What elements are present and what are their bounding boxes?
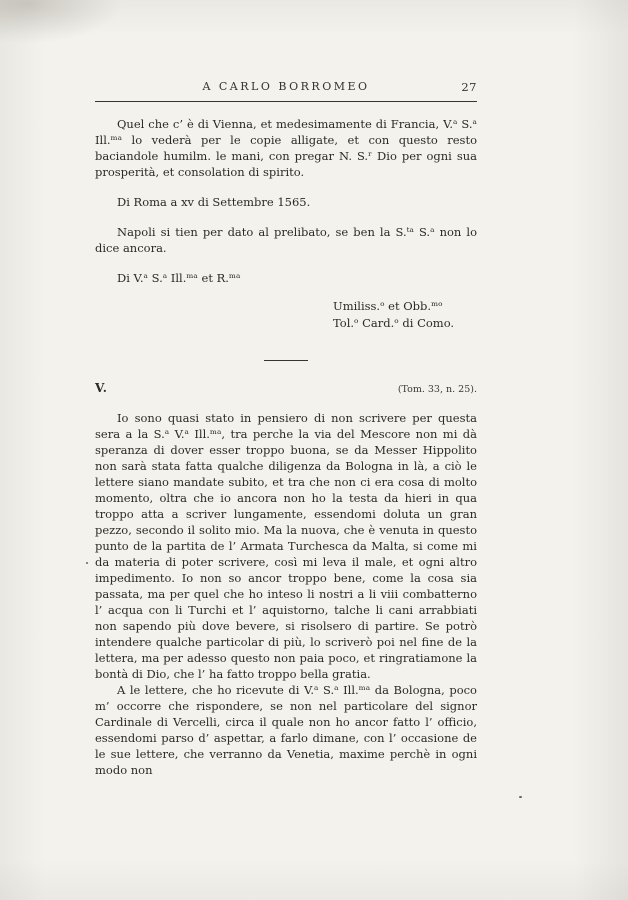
closing-line: Di V.ᵃ S.ᵃ Ill.ᵐᵃ et R.ᵐᵃ: [117, 271, 241, 285]
header-rule: [95, 101, 477, 102]
scan-speck: [519, 796, 522, 798]
signature-block: [333, 298, 465, 332]
section-heading: [95, 381, 477, 395]
scan-speck: [86, 562, 88, 564]
previous-letter-closing: [95, 116, 477, 332]
page-header: [95, 80, 477, 94]
paragraph: Napoli si tien per dato al prelibato, se ben la S.ᵗᵃ S.ᵃ non lo dice ancora.: [95, 225, 477, 255]
section-number: V.: [95, 381, 108, 395]
section-divider-rule: [264, 360, 308, 361]
letter-body: [95, 410, 477, 778]
paragraph: A le lettere, che ho ricevute di V.ᵃ S.ᵃ Ill.ᵐᵃ da Bologna, poco m’ occorre che rispondere, se non nel particolare del signor Cardinale di Vercelli, circa il quale non ho ancor fatto l’ officio, essendomi parso d’ aspettar, a farlo dimane, con l’ occasione de le sue lettere, che verranno da Venetia, maxime perchè in ogni modo non: [95, 683, 477, 777]
paragraph: Quel che c’ è di Vienna, et medesimamente di Francia, V.ᵃ S.ᵃ Ill.ᵐᵃ lo vederà per le copie alligate, et con questo resto baciandole humilm. le mani, con pregar N. S.ʳ Dio per ogni sua prosperità, et consolation di spirito.: [95, 117, 477, 179]
book-page: [95, 80, 477, 778]
signature-line: Umiliss.ᵒ et Obb.ᵐᵒ: [333, 299, 443, 313]
running-head: A CARLO BORROMEO: [202, 80, 370, 93]
dateline: Di Roma a xv di Settembre 1565.: [117, 195, 311, 209]
page-number: 27: [461, 80, 477, 94]
paragraph: Io sono quasi stato in pensiero di non scrivere per questa sera a la S.ᵃ V.ᵃ Ill.ᵐᵃ, tra perche la via del Mescore non mi dà speranza di dover esser troppo buona, se da Messer Hippolito non sarà stata fatta qualche diligenza da Bologna in là, a ciò le lettere siano mandate subito, et tra che non ci era cosa di molto momento, oltra che io ancora non ho la testa da hieri in qua troppo atta a scriver lungamente, essendomi doluta un gran pezzo, secondo il solito mio. Ma la nuova, che è venuta in questo punto de la partita de l’ Armata Turchesca da Malta, si come mi da materia di poter scrivere, così mi leva il male, et ogni altro impedimento. Io non so ancor troppo bene, come la cosa sia passata, ma per quel che ho inteso li nostri a li viii combatterno l’ acqua con li Turchi et l’ aquistorno, talche li cani arrabbiati non sapendo più dove bevere, si risolsero di partire. Se potrò intendere qualche particolar di più, lo scriverò poi nel fine de la lettera, ma per adesso questo non paia poco, et ringratiamone la bontà di Dio, che l’ ha fatto troppo bella gratia.: [95, 411, 477, 681]
signature-line: Tol.ᵒ Card.ᵒ di Como.: [333, 316, 455, 330]
section-reference: (Tom. 33, n. 25).: [397, 384, 477, 395]
